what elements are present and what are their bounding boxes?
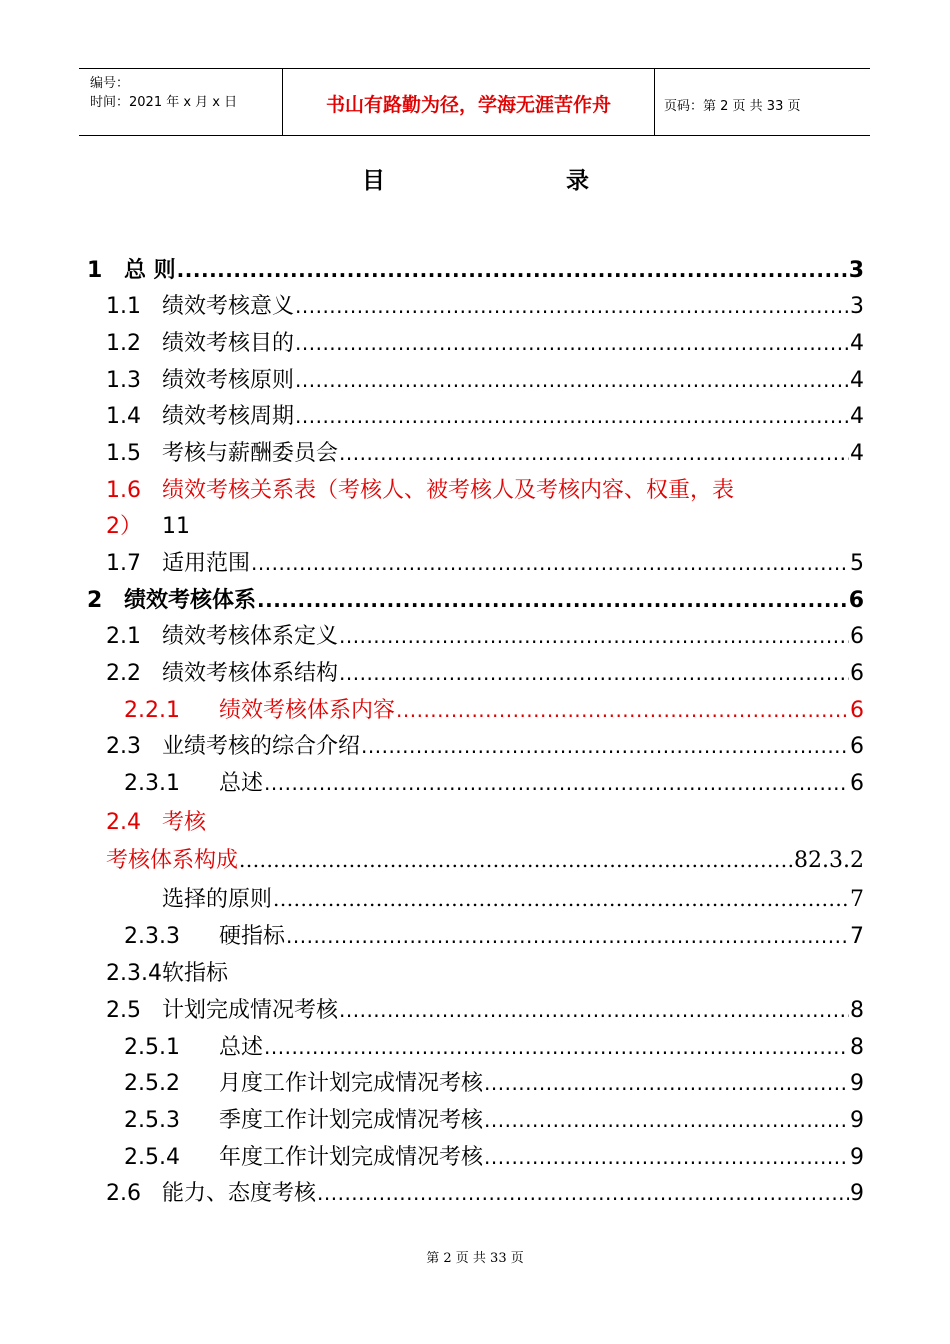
- toc-number: 1.6: [106, 478, 141, 503]
- toc-leader: [162, 728, 864, 765]
- toc-leader: [162, 435, 864, 472]
- toc-page: 6: [850, 771, 864, 796]
- toc-text: 绩效考核体系定义: [162, 624, 339, 649]
- toc-entry-2-5-3[interactable]: [0, 1102, 950, 1139]
- toc-page: 4: [850, 404, 864, 429]
- toc-page: 4: [850, 441, 864, 466]
- toc-text: 总 则: [124, 258, 176, 283]
- toc-page: 6: [850, 698, 864, 723]
- toc-entry-2-4[interactable]: [0, 804, 950, 841]
- toc-number: 2.3: [106, 734, 141, 759]
- toc-entry-2-5-1[interactable]: [0, 1029, 950, 1066]
- header-divider: [654, 68, 655, 136]
- toc-entry-2-3-2-cont[interactable]: [0, 881, 950, 918]
- toc-entry-1-2[interactable]: [0, 325, 950, 362]
- toc-page: 6: [850, 661, 864, 686]
- toc-number: 1.1: [106, 294, 141, 319]
- toc-text: 绩效考核意义: [162, 294, 295, 319]
- toc-number: 2.4: [106, 810, 141, 835]
- toc-entry-2-3-1[interactable]: [0, 765, 950, 802]
- toc-text: 2.3.4软指标: [106, 961, 228, 986]
- toc-page: 9: [850, 1071, 864, 1096]
- toc-text: 绩效考核周期: [162, 404, 295, 429]
- toc-text: 适用范围: [162, 551, 251, 576]
- toc-text: 业绩考核的综合介绍: [162, 734, 361, 759]
- toc-entry-1-1[interactable]: [0, 288, 950, 325]
- toc-entry-1-4[interactable]: [0, 398, 950, 435]
- toc-leader: [219, 1102, 864, 1139]
- toc-leader: [106, 842, 864, 879]
- toc-dots: [295, 288, 849, 325]
- toc-page: 7: [850, 924, 864, 949]
- toc-number: 2.5.4: [124, 1145, 180, 1170]
- toc-dots: [177, 252, 848, 289]
- toc-leader: [162, 992, 864, 1029]
- toc-text: 考核: [162, 810, 207, 835]
- toc-page: 11: [162, 514, 190, 539]
- toc-text: 选择的原则: [162, 887, 273, 912]
- toc-page: 4: [850, 331, 864, 356]
- toc-dots: [484, 1065, 849, 1102]
- toc-number: 1.5: [106, 441, 141, 466]
- toc-number: 2.1: [106, 624, 141, 649]
- toc-leader: [162, 655, 864, 692]
- toc-dots: [361, 728, 849, 765]
- toc-dots: [295, 362, 849, 399]
- toc-page: 7: [850, 887, 864, 912]
- toc-dots: [295, 398, 849, 435]
- toc-number: 2.2: [106, 661, 141, 686]
- toc-entry-2-4-cont[interactable]: [0, 842, 950, 879]
- toc-number: 2.6: [106, 1181, 141, 1206]
- toc-text: 总述: [219, 771, 264, 796]
- toc-entry-2-6[interactable]: [0, 1175, 950, 1212]
- toc-entry-1-6-cont[interactable]: [0, 508, 950, 545]
- header-motto: 书山有路勤为径，学海无涯苦作舟: [325, 94, 611, 116]
- toc-number: 2）: [106, 514, 142, 539]
- toc-text: 总述: [219, 1035, 264, 1060]
- toc-text: 绩效考核体系内容: [219, 698, 396, 723]
- toc-text: 绩效考核体系结构: [162, 661, 339, 686]
- toc-entry-2-3-4[interactable]: [0, 955, 950, 992]
- toc-entry-1-5[interactable]: [0, 435, 950, 472]
- toc-dots: [239, 842, 793, 879]
- toc-text: 考核与薪酬委员会: [162, 441, 339, 466]
- toc-dots: [484, 1139, 849, 1176]
- toc-dots: [339, 435, 849, 472]
- header-number-label: 编号：: [90, 76, 130, 91]
- toc-entry-2-5-4[interactable]: [0, 1139, 950, 1176]
- toc-leader: [124, 582, 864, 619]
- toc-page: 3: [850, 294, 864, 319]
- toc-entry-1-6[interactable]: [0, 472, 950, 509]
- toc-leader: [162, 545, 864, 582]
- toc-dots: [339, 655, 849, 692]
- toc-text: 绩效考核目的: [162, 331, 295, 356]
- toc-text: 绩效考核体系: [124, 588, 257, 613]
- toc-page: 82.3.2: [794, 848, 864, 873]
- toc-leader: [124, 252, 864, 289]
- toc-number: 1.4: [106, 404, 141, 429]
- toc-entry-1-7[interactable]: [0, 545, 950, 582]
- toc-page: 6: [848, 588, 864, 613]
- toc-leader: [162, 1175, 864, 1212]
- toc-text: 硬指标: [219, 924, 286, 949]
- toc-entry-1[interactable]: [0, 252, 950, 289]
- toc-page: 6: [850, 734, 864, 759]
- toc-entry-2[interactable]: [0, 582, 950, 619]
- toc-dots: [339, 992, 849, 1029]
- toc-text: 年度工作计划完成情况考核: [219, 1145, 484, 1170]
- header-page-info: 页码：第 2 页 共 33 页: [664, 99, 801, 114]
- toc-leader: [219, 692, 864, 729]
- toc-number: 2.5.1: [124, 1035, 180, 1060]
- toc-number: 2.3.3: [124, 924, 180, 949]
- toc-page: 6: [850, 624, 864, 649]
- toc-number: 2.5: [106, 998, 141, 1023]
- toc-leader: [162, 618, 864, 655]
- toc-dots: [251, 545, 849, 582]
- toc-leader: [162, 288, 864, 325]
- header-time-label: 时间：2021 年 x 月 x 日: [90, 95, 238, 110]
- toc-leader: [162, 881, 864, 918]
- toc-page: 5: [850, 551, 864, 576]
- toc-dots: [264, 765, 849, 802]
- toc-dots: [339, 618, 849, 655]
- toc-number: 2.2.1: [124, 698, 180, 723]
- toc-text: 能力、态度考核: [162, 1181, 317, 1206]
- toc-page: 9: [850, 1108, 864, 1133]
- toc-dots: [273, 881, 849, 918]
- toc-leader: [162, 398, 864, 435]
- toc-dots: [317, 1175, 849, 1212]
- toc-leader: [219, 918, 864, 955]
- toc-leader: [162, 325, 864, 362]
- toc-number: 2.5.2: [124, 1071, 180, 1096]
- toc-leader: [162, 362, 864, 399]
- page-footer: 第 2 页 共 33 页: [426, 1251, 524, 1266]
- toc-leader: [219, 765, 864, 802]
- page-title-right: 录: [566, 168, 589, 194]
- toc-page: 9: [850, 1181, 864, 1206]
- toc-page: 8: [850, 998, 864, 1023]
- toc-page: 3: [848, 258, 864, 283]
- toc-dots: [396, 692, 849, 729]
- toc-text: 季度工作计划完成情况考核: [219, 1108, 484, 1133]
- toc-text: 绩效考核原则: [162, 368, 295, 393]
- toc-dots: [264, 1029, 849, 1066]
- toc-number: 1.2: [106, 331, 141, 356]
- toc-entry-2-1[interactable]: [0, 618, 950, 655]
- toc-number: 1.3: [106, 368, 141, 393]
- page-title-left: 目: [362, 168, 385, 194]
- header-bottom-rule: [79, 135, 870, 136]
- toc-leader: [219, 1029, 864, 1066]
- toc-entry-2-3[interactable]: [0, 728, 950, 765]
- toc-number: 1: [87, 258, 103, 283]
- toc-number: 1.7: [106, 551, 141, 576]
- toc-entry-2-3-3[interactable]: [0, 918, 950, 955]
- toc-page: 4: [850, 368, 864, 393]
- toc-entry-2-5-2[interactable]: [0, 1065, 950, 1102]
- toc-text: 考核体系构成: [106, 848, 239, 873]
- toc-dots: [257, 582, 848, 619]
- toc-dots: [286, 918, 849, 955]
- toc-entry-2-2-1[interactable]: [0, 692, 950, 729]
- toc-entry-1-3[interactable]: [0, 362, 950, 399]
- toc-number: 2: [87, 588, 103, 613]
- toc-text: 计划完成情况考核: [162, 998, 339, 1023]
- toc-text: 月度工作计划完成情况考核: [219, 1071, 484, 1096]
- toc-number: 2.5.3: [124, 1108, 180, 1133]
- toc-text: 绩效考核关系表（考核人、被考核人及考核内容、权重，表: [162, 478, 735, 503]
- toc-dots: [295, 325, 849, 362]
- toc-entry-2-5[interactable]: [0, 992, 950, 1029]
- header-top-rule: [79, 68, 870, 69]
- toc-leader: [219, 1139, 864, 1176]
- toc-number: 2.3.1: [124, 771, 180, 796]
- toc-leader: [219, 1065, 864, 1102]
- toc-page: 8: [850, 1035, 864, 1060]
- toc-entry-2-2[interactable]: [0, 655, 950, 692]
- toc-dots: [484, 1102, 849, 1139]
- toc-page: 9: [850, 1145, 864, 1170]
